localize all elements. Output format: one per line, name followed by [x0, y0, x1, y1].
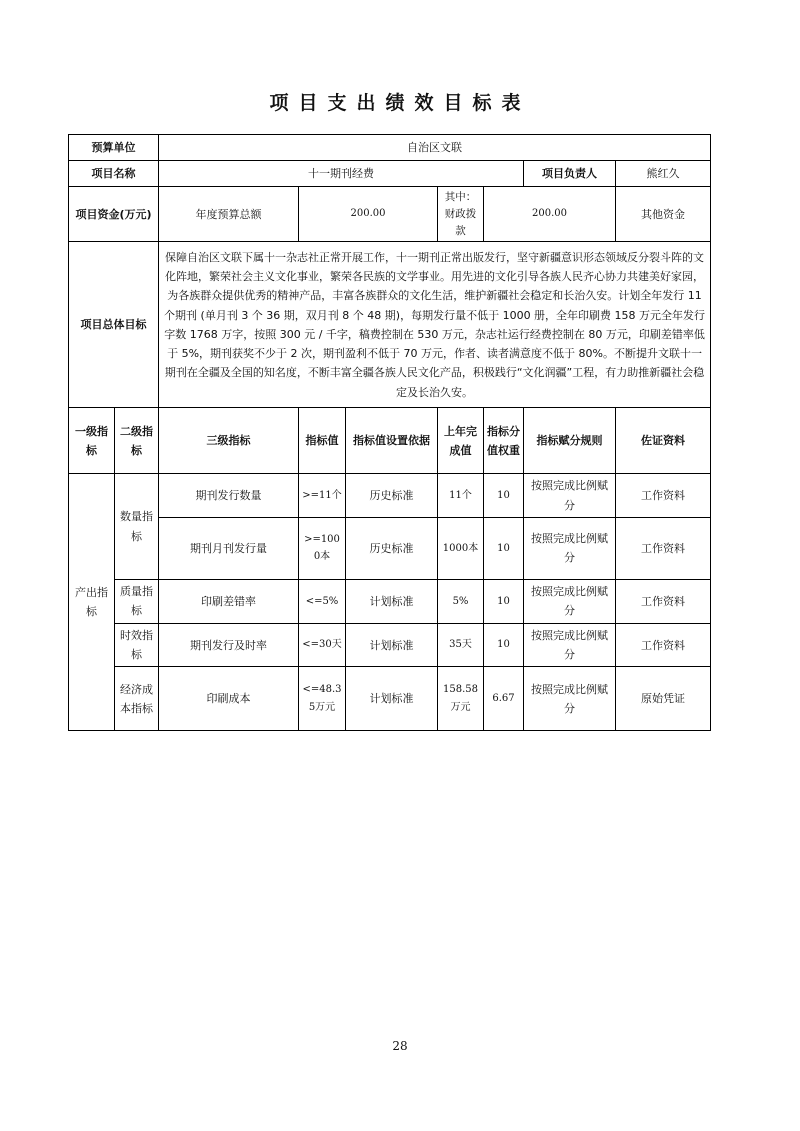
indicator-value: <=30天 [299, 623, 346, 667]
indicator-basis: 计划标准 [346, 623, 438, 667]
page-title: 项目支出绩效目标表 [269, 92, 531, 114]
annual-budget-value: 200.00 [299, 187, 438, 242]
budget-unit-value: 自治区文联 [159, 135, 711, 161]
annual-budget-label: 年度预算总额 [159, 187, 299, 242]
project-name-value: 十一期刊经费 [159, 161, 524, 187]
indicator-value: <=48.35万元 [299, 667, 346, 731]
column-header-row [69, 408, 711, 474]
indicator-evidence: 工作资料 [616, 474, 711, 518]
indicator-rule: 按照完成比例赋分 [524, 474, 616, 518]
indicator-basis: 历史标准 [346, 474, 438, 518]
col-value: 指标值 [299, 408, 346, 474]
indicator-evidence: 工作资料 [616, 623, 711, 667]
col-last-year: 上年完成值 [438, 408, 484, 474]
indicator-value: >=1000本 [299, 517, 346, 579]
indicator-last: 5% [438, 579, 484, 623]
budget-unit-label: 预算单位 [69, 135, 159, 161]
indicator-rule: 按照完成比例赋分 [524, 667, 616, 731]
indicator-value: >=11个 [299, 474, 346, 518]
goal-text: 保障自治区文联下属十一杂志社正常开展工作，十一期刊正常出版发行，坚守新疆意识形态领域反分裂斗阵的文化阵地，繁荣社会主义文化事业，繁荣各民族的文学事业。用先进的文化引导各族人民齐心协力共建美好家园，为各族群众提供优秀的精神产品，丰富各族群众的文化生活，维护新疆社会稳定和长治久安。计划全年发行 11 个期刊 (单月刊 3 个 36 期，双月刊 8 个 48 期)，每期发行量不低于 1000 册，全年印刷费 158 万元全年发行字数 1768 万字，按照 300 元 / 千字，稿费控制在 530 万元，杂志社运行经费控制在 80 万元，印刷差错率低于 5%，期刊获奖不少于 2 次，期刊盈利不低于 70 万元，作者、读者满意度不低于 80%。不断提升文联十一期刊在全疆及全国的知名度，不断丰富全疆各族人民文化产品，积极践行“文化润疆”工程，有力助推新疆社会稳定及长治久安。 [159, 242, 711, 408]
budget-unit-row [69, 135, 711, 161]
project-leader-value: 熊红久 [616, 161, 711, 187]
indicator-weight: 10 [484, 623, 524, 667]
indicator-weight: 6.67 [484, 667, 524, 731]
indicator-basis: 计划标准 [346, 579, 438, 623]
indicator-name: 印刷成本 [159, 667, 299, 731]
group-output: 产出指标 [69, 474, 115, 731]
col-weight: 指标分值权重 [484, 408, 524, 474]
indicator-basis: 历史标准 [346, 517, 438, 579]
fiscal-value: 200.00 [484, 187, 616, 242]
group-output-quantity: 数量指标 [115, 474, 159, 580]
indicator-weight: 10 [484, 579, 524, 623]
indicator-weight: 10 [484, 517, 524, 579]
fiscal-label: 其中：财政拨款 [438, 187, 484, 242]
indicator-evidence: 原始凭证 [616, 667, 711, 731]
performance-table [68, 134, 711, 731]
table-row [69, 623, 711, 667]
group-output-time: 时效指标 [115, 623, 159, 667]
col-level2: 二级指标 [115, 408, 159, 474]
group-cost-economic: 经济成本指标 [115, 667, 159, 731]
table-row [69, 667, 711, 731]
group-output-quality: 质量指标 [115, 579, 159, 623]
indicator-evidence: 工作资料 [616, 579, 711, 623]
project-name-row [69, 161, 711, 187]
indicator-last: 1000本 [438, 517, 484, 579]
project-leader-label: 项目负责人 [524, 161, 616, 187]
indicator-rule: 按照完成比例赋分 [524, 579, 616, 623]
col-level1: 一级指标 [69, 408, 115, 474]
indicator-last: 158.58万元 [438, 667, 484, 731]
col-rule: 指标赋分规则 [524, 408, 616, 474]
goal-row [69, 242, 711, 408]
indicator-rule: 按照完成比例赋分 [524, 517, 616, 579]
table-row [69, 517, 711, 579]
goal-label: 项目总体目标 [69, 242, 159, 408]
indicator-weight: 10 [484, 474, 524, 518]
indicator-name: 期刊月刊发行量 [159, 517, 299, 579]
funds-label: 项目资金(万元) [69, 187, 159, 242]
indicator-value: <=5% [299, 579, 346, 623]
indicator-last: 11个 [438, 474, 484, 518]
funds-row [69, 187, 711, 242]
indicator-basis: 计划标准 [346, 667, 438, 731]
table-row [69, 474, 711, 518]
indicator-name: 期刊发行数量 [159, 474, 299, 518]
page-number: 28 [392, 1039, 408, 1053]
indicator-name: 印刷差错率 [159, 579, 299, 623]
project-name-label: 项目名称 [69, 161, 159, 187]
indicator-evidence: 工作资料 [616, 517, 711, 579]
indicator-last: 35天 [438, 623, 484, 667]
other-funds-label: 其他资金 [641, 207, 686, 221]
other-funds-cell [616, 187, 711, 242]
col-basis: 指标值设置依据 [346, 408, 438, 474]
table-row [69, 579, 711, 623]
indicator-rule: 按照完成比例赋分 [524, 623, 616, 667]
col-level3: 三级指标 [159, 408, 299, 474]
indicator-name: 期刊发行及时率 [159, 623, 299, 667]
col-evidence: 佐证资料 [616, 408, 711, 474]
